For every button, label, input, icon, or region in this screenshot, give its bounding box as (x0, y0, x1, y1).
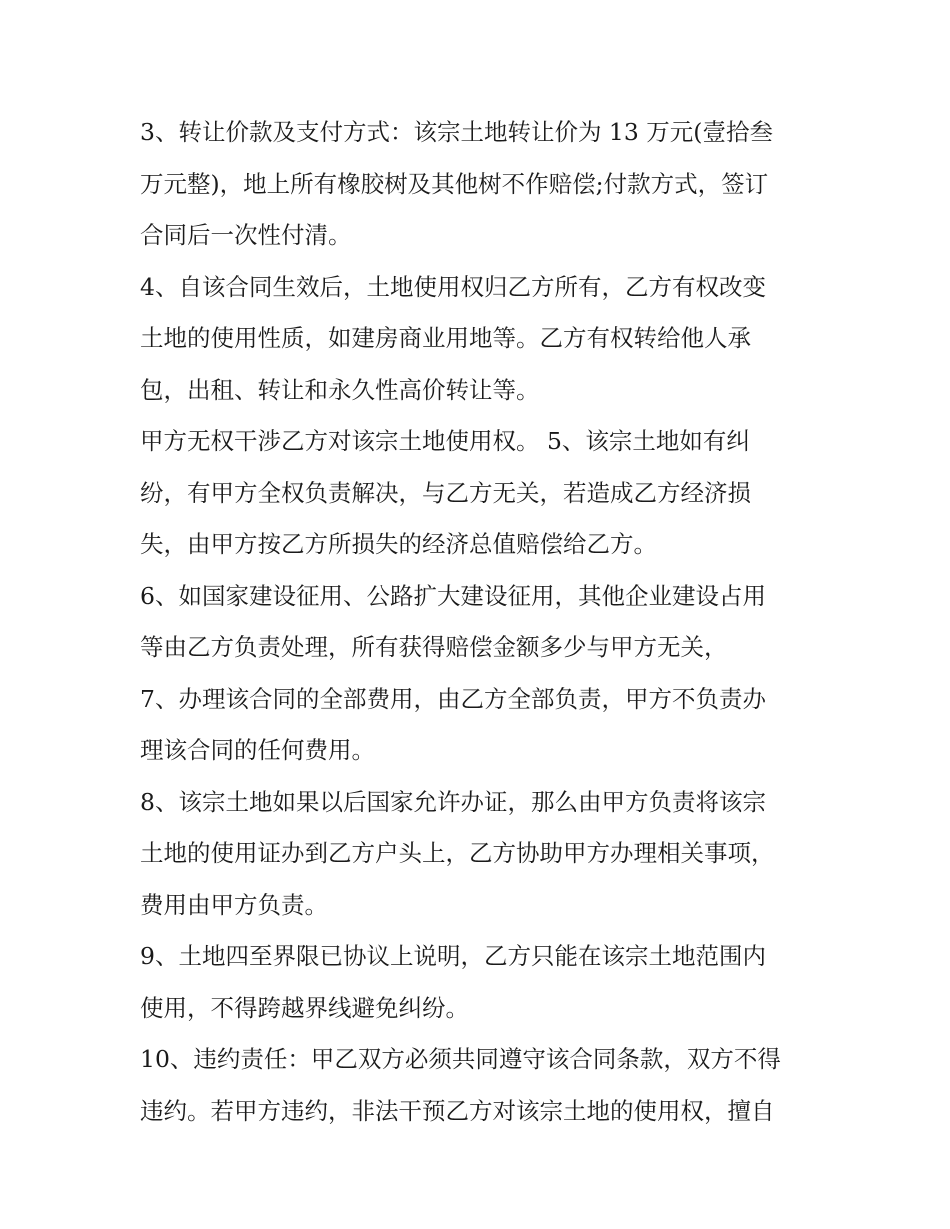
text-line: 违约。若甲方违约，非法干预乙方对该宗土地的使用权，擅自 (140, 1096, 775, 1125)
text-line: 7、办理该合同的全部费用，由乙方全部负责，甲方不负责办 (140, 684, 766, 713)
text-line: 甲方无权干涉乙方对该宗土地使用权。 5、该宗土地如有纠 (140, 427, 750, 455)
text-line: 合同后一次性付清。 (140, 221, 352, 249)
text-line: 万元整)，地上所有橡胶树及其他树不作赔偿;付款方式，签订 (140, 169, 769, 198)
text-line: 8、该宗土地如果以后国家允许办证，那么由甲方负责将该宗 (140, 787, 766, 816)
text-line: 3、转让价款及支付方式：该宗土地转让价为 13 万元(壹拾叁 (140, 118, 773, 146)
document-body (140, 107, 812, 1137)
text-line: 10、违约责任：甲乙双方必须共同遵守该合同条款，双方不得 (140, 1045, 781, 1073)
text-line: 9、土地四至界限已协议上说明，乙方只能在该宗土地范围内 (140, 942, 766, 970)
text-line: 等由乙方负责处理，所有获得赔偿金额多少与甲方无关， (140, 633, 728, 661)
text-line: 6、如国家建设征用、公路扩大建设征用，其他企业建设占用 (140, 581, 766, 610)
text-line: 土地的使用性质，如建房商业用地等。乙方有权转给他人承 (140, 324, 751, 352)
text-line: 包，出租、转让和永久性高价转让等。 (140, 375, 540, 404)
text-line: 费用由甲方负责。 (140, 890, 328, 919)
text-line: 使用，不得跨越界线避免纠纷。 (140, 993, 469, 1022)
text-line: 纷，有甲方全权负责解决，与乙方无关，若造成乙方经济损 (140, 478, 751, 507)
text-line: 4、自该合同生效后，土地使用权归乙方所有，乙方有权改变 (140, 272, 766, 301)
text-line: 失，由甲方按乙方所损失的经济总值赔偿给乙方。 (140, 530, 657, 558)
text-line: 理该合同的任何费用。 (140, 736, 375, 764)
text-line: 土地的使用证办到乙方户头上，乙方协助甲方办理相关事项， (140, 839, 775, 867)
